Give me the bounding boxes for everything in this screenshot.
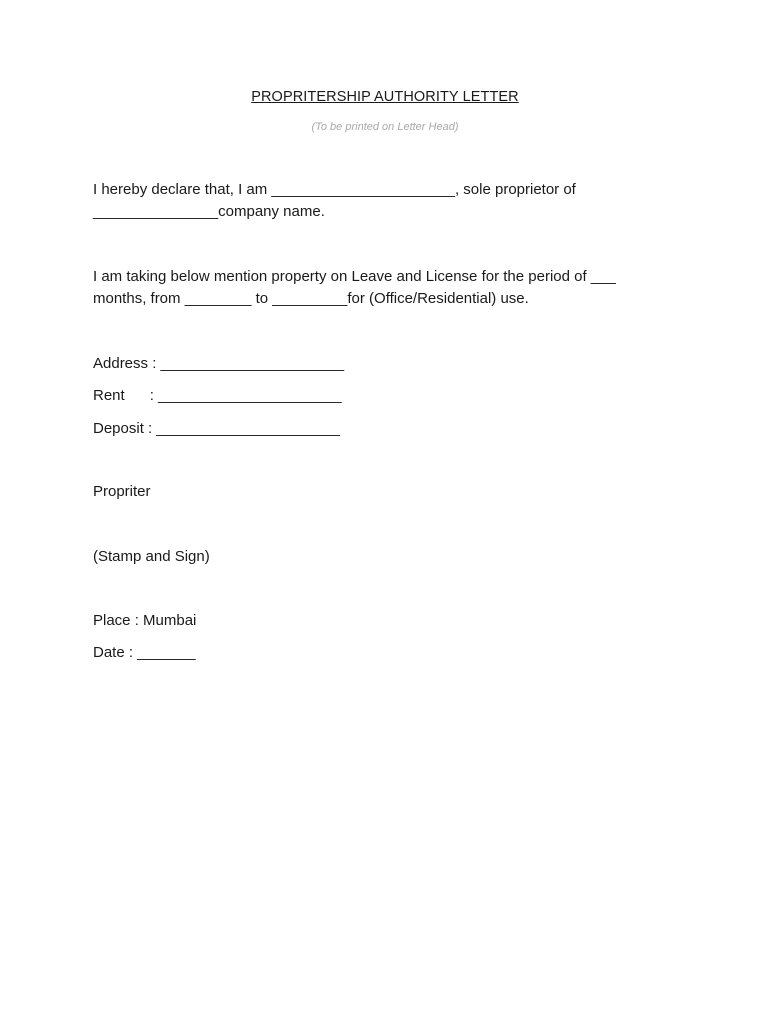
property-paragraph: [93, 266, 693, 310]
place-line: Place : Mumbai: [93, 612, 197, 629]
declaration-line-1: I hereby declare that, I am ______________________, sole proprietor of: [93, 181, 576, 198]
property-line-1: I am taking below mention property on Leave and License for the period of ___: [93, 268, 616, 285]
property-line-2: months, from ________ to _________for (Office/Residential) use.: [93, 290, 529, 307]
deposit-field: Deposit : ______________________: [93, 420, 340, 437]
declaration-line-2: _______________company name.: [93, 203, 325, 220]
proprietor-label: Propriter: [93, 483, 151, 500]
rent-field: Rent : ______________________: [93, 387, 342, 404]
date-line: Date : _______: [93, 644, 196, 661]
declaration-paragraph: [93, 179, 693, 223]
stamp-sign-label: (Stamp and Sign): [93, 548, 210, 565]
document-title: PROPRITERSHIP AUTHORITY LETTER: [251, 89, 519, 105]
document-subtitle: (To be printed on Letter Head): [311, 121, 459, 133]
address-field: Address : ______________________: [93, 355, 345, 372]
